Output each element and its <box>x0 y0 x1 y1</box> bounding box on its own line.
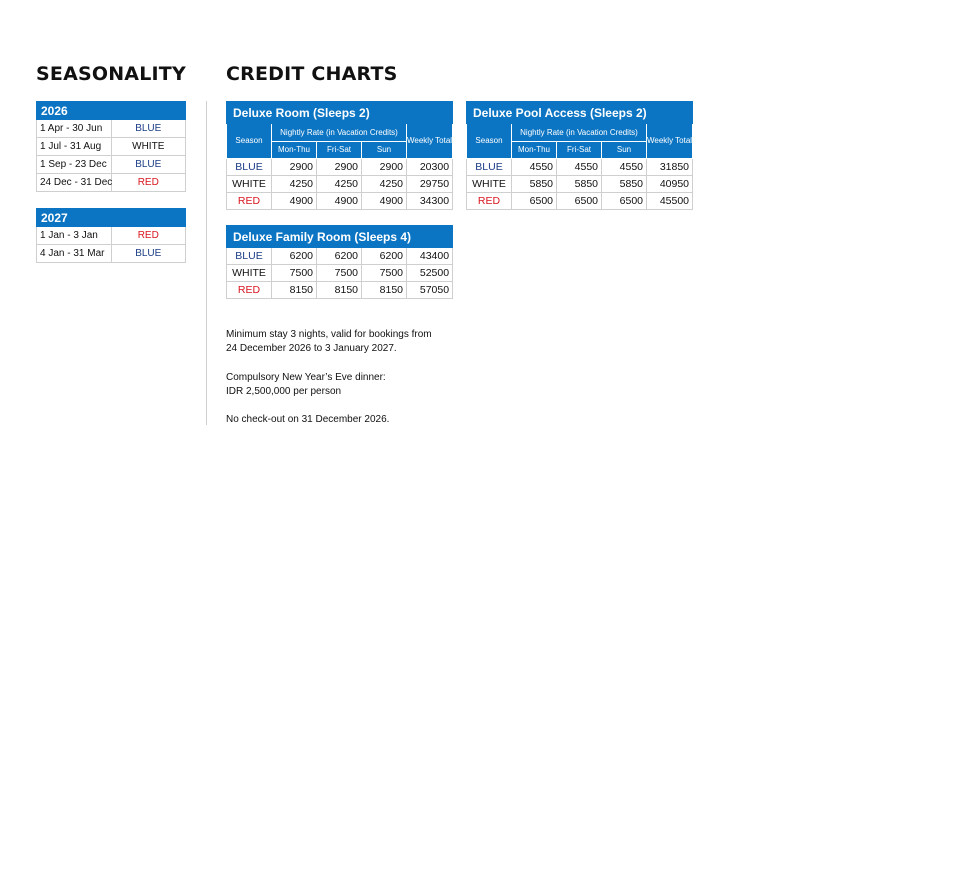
season-cell: BLUE <box>227 159 272 176</box>
season-dates: 4 Jan - 31 Mar <box>37 245 112 263</box>
note-line: 24 December 2026 to 3 January 2027. <box>226 343 397 354</box>
mon-thu-cell: 4900 <box>272 193 317 210</box>
nightly-rate-header: Nightly Rate (in Vacation Credits) <box>512 124 647 142</box>
mon-thu-cell: 6500 <box>512 193 557 210</box>
table-row <box>467 193 693 210</box>
weekly-total-cell: 52500 <box>407 265 453 282</box>
table-row <box>37 174 186 192</box>
table-row <box>37 245 186 263</box>
season-color: BLUE <box>111 245 186 263</box>
sun-cell: 5850 <box>602 176 647 193</box>
year-header: 2027 <box>37 209 186 227</box>
deluxe-pool-access-rate-table <box>466 101 693 210</box>
table-row <box>227 159 453 176</box>
season-cell: BLUE <box>467 159 512 176</box>
table-row <box>37 156 186 174</box>
seasonality-heading: SEASONALITY <box>36 63 186 85</box>
weekly-total-cell: 31850 <box>647 159 693 176</box>
weekly-total-cell: 57050 <box>407 282 453 299</box>
weekly-total-cell: 45500 <box>647 193 693 210</box>
season-cell: WHITE <box>467 176 512 193</box>
column-divider <box>206 101 207 425</box>
season-cell: RED <box>467 193 512 210</box>
seasonality-table-2027 <box>36 208 186 263</box>
sun-cell: 6200 <box>362 248 407 265</box>
weekly-total-cell: 29750 <box>407 176 453 193</box>
deluxe-family-room-rate-table <box>226 225 453 299</box>
table-title: Deluxe Room (Sleeps 2) <box>227 102 453 124</box>
fri-sat-cell: 2900 <box>317 159 362 176</box>
weekly-total-cell: 40950 <box>647 176 693 193</box>
fri-sat-cell: 4250 <box>317 176 362 193</box>
mon-thu-cell: 8150 <box>272 282 317 299</box>
mon-thu-cell: 5850 <box>512 176 557 193</box>
season-header: Season <box>467 124 512 159</box>
fri-sat-cell: 5850 <box>557 176 602 193</box>
mon-thu-cell: 6200 <box>272 248 317 265</box>
table-title: Deluxe Pool Access (Sleeps 2) <box>467 102 693 124</box>
table-row <box>467 159 693 176</box>
checkout-note <box>226 413 389 427</box>
mon-thu-cell: 4550 <box>512 159 557 176</box>
table-row <box>227 265 453 282</box>
season-color: BLUE <box>111 156 186 174</box>
season-dates: 1 Jan - 3 Jan <box>37 227 112 245</box>
sun-header: Sun <box>362 142 407 159</box>
season-cell: RED <box>227 282 272 299</box>
note-line: IDR 2,500,000 per person <box>226 386 342 397</box>
seasonality-table-2026 <box>36 101 186 192</box>
sun-cell: 7500 <box>362 265 407 282</box>
season-cell: BLUE <box>227 248 272 265</box>
mon-thu-header: Mon-Thu <box>272 142 317 159</box>
sun-cell: 8150 <box>362 282 407 299</box>
fri-sat-cell: 4900 <box>317 193 362 210</box>
fri-sat-header: Fri-Sat <box>557 142 602 159</box>
table-row <box>37 138 186 156</box>
table-row <box>227 282 453 299</box>
table-row <box>37 120 186 138</box>
nightly-rate-header: Nightly Rate (in Vacation Credits) <box>272 124 407 142</box>
fri-sat-cell: 7500 <box>317 265 362 282</box>
table-row <box>227 193 453 210</box>
season-dates: 1 Jul - 31 Aug <box>37 138 112 156</box>
table-row <box>227 248 453 265</box>
dinner-note <box>226 371 386 399</box>
sun-cell: 2900 <box>362 159 407 176</box>
season-cell: RED <box>227 193 272 210</box>
fri-sat-cell: 6500 <box>557 193 602 210</box>
season-color: RED <box>111 227 186 245</box>
mon-thu-cell: 7500 <box>272 265 317 282</box>
deluxe-room-rate-table <box>226 101 453 210</box>
sun-header: Sun <box>602 142 647 159</box>
note-line: No check-out on 31 December 2026. <box>226 414 390 425</box>
sun-cell: 4250 <box>362 176 407 193</box>
weekly-total-cell: 34300 <box>407 193 453 210</box>
fri-sat-cell: 8150 <box>317 282 362 299</box>
season-cell: WHITE <box>227 176 272 193</box>
note-line: Compulsory New Year’s Eve dinner: <box>226 372 386 383</box>
season-color: BLUE <box>111 120 186 138</box>
table-row <box>227 176 453 193</box>
season-dates: 1 Apr - 30 Jun <box>37 120 112 138</box>
table-row <box>37 227 186 245</box>
sun-cell: 6500 <box>602 193 647 210</box>
season-color: RED <box>111 174 186 192</box>
table-title: Deluxe Family Room (Sleeps 4) <box>227 226 453 248</box>
fri-sat-cell: 4550 <box>557 159 602 176</box>
fri-sat-cell: 6200 <box>317 248 362 265</box>
note-line: Minimum stay 3 nights, valid for bookings from <box>226 329 432 340</box>
year-header: 2026 <box>37 102 186 120</box>
season-header: Season <box>227 124 272 159</box>
mon-thu-cell: 2900 <box>272 159 317 176</box>
mon-thu-header: Mon-Thu <box>512 142 557 159</box>
minimum-stay-note <box>226 328 432 356</box>
weekly-total-cell: 43400 <box>407 248 453 265</box>
sun-cell: 4900 <box>362 193 407 210</box>
season-color: WHITE <box>111 138 186 156</box>
season-dates: 1 Sep - 23 Dec <box>37 156 112 174</box>
fri-sat-header: Fri-Sat <box>317 142 362 159</box>
season-dates: 24 Dec - 31 Dec <box>37 174 112 192</box>
weekly-total-header: Weekly Total <box>407 124 453 159</box>
mon-thu-cell: 4250 <box>272 176 317 193</box>
sun-cell: 4550 <box>602 159 647 176</box>
table-row <box>467 176 693 193</box>
weekly-total-cell: 20300 <box>407 159 453 176</box>
weekly-total-header: Weekly Total <box>647 124 693 159</box>
season-cell: WHITE <box>227 265 272 282</box>
credit-charts-heading: CREDIT CHARTS <box>226 63 398 85</box>
